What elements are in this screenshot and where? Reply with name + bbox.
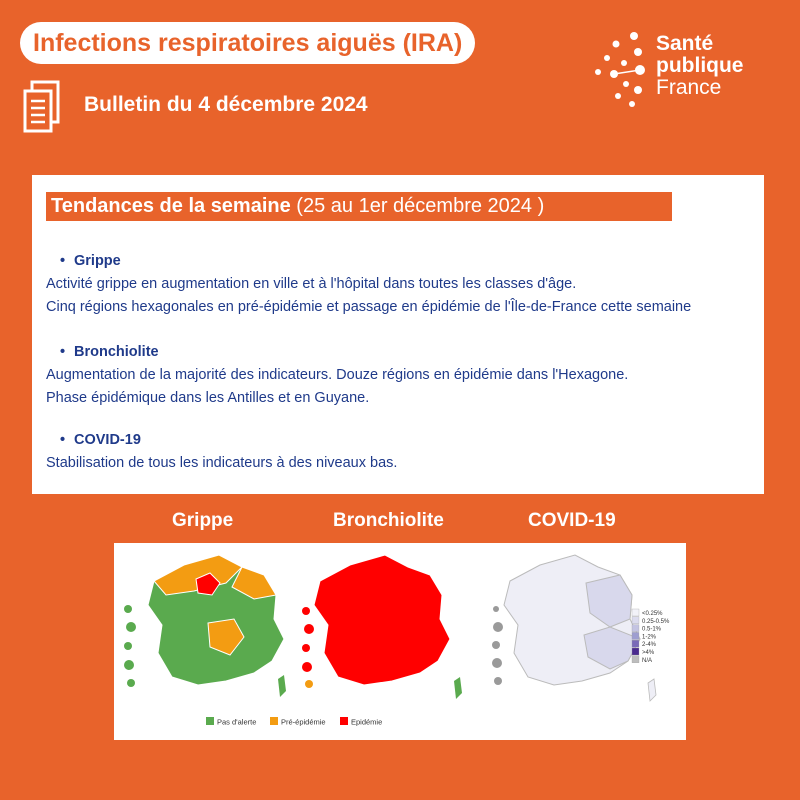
section-heading: • Bronchiolite bbox=[46, 341, 628, 364]
section-line: Augmentation de la majorité des indicateurs. Douze régions en épidémie dans l'Hexagone. bbox=[46, 367, 629, 383]
map-covid bbox=[492, 555, 670, 701]
tendances-card bbox=[30, 173, 766, 496]
section-heading: • COVID-19 bbox=[46, 429, 397, 452]
section-grippe bbox=[46, 250, 691, 319]
section-bronchiolite bbox=[46, 341, 628, 410]
legend-label: 0.25-0.5% bbox=[642, 618, 670, 625]
sante-publique-logo-icon bbox=[592, 30, 652, 110]
map-label-bronchiolite: Bronchiolite bbox=[333, 510, 444, 531]
legend-swatch bbox=[270, 717, 278, 725]
logo-text bbox=[656, 33, 744, 99]
legend-label: Pas d'alerte bbox=[217, 717, 257, 727]
tendances-title-bar bbox=[46, 192, 672, 221]
document-icon bbox=[22, 80, 62, 136]
bronchiolite-dom bbox=[302, 607, 314, 688]
covid-dom bbox=[492, 606, 503, 685]
legend-label: >4% bbox=[642, 650, 655, 656]
legend-swatch bbox=[632, 625, 639, 632]
legend-swatch bbox=[206, 717, 214, 725]
legend-swatch bbox=[632, 640, 639, 647]
legend-label: 0.5-1% bbox=[642, 626, 662, 633]
legend-label: N/A bbox=[642, 657, 653, 664]
logo-line-3: France bbox=[656, 76, 722, 99]
covid-legend bbox=[632, 609, 670, 664]
logo-line-1: Santé bbox=[656, 32, 714, 55]
maps-svg bbox=[114, 543, 686, 740]
legend-label: Pré-épidémie bbox=[281, 717, 326, 727]
section-line: Phase épidémique dans les Antilles et en Guyane. bbox=[46, 390, 370, 406]
legend-swatch bbox=[340, 717, 348, 725]
legend-swatch bbox=[632, 617, 639, 624]
section-covid bbox=[46, 429, 397, 475]
grippe-dom bbox=[124, 605, 136, 687]
legend-label: Epidémie bbox=[351, 717, 383, 727]
map-grippe bbox=[124, 555, 286, 697]
grippe-corsica bbox=[278, 675, 286, 697]
legend-label: 2-4% bbox=[642, 642, 657, 649]
legend-label: 1-2% bbox=[642, 634, 657, 641]
page-title: Infections respiratoires aiguës (IRA) bbox=[20, 22, 475, 64]
section-line: Activité grippe en augmentation en ville et à l'hôpital dans toutes les classes d'âge. bbox=[46, 276, 577, 292]
bronchiolite-mainland bbox=[314, 555, 450, 685]
covid-corsica bbox=[648, 679, 656, 701]
legend-label: <0.25% bbox=[642, 611, 663, 617]
bronchiolite-corsica bbox=[454, 677, 462, 699]
tendances-period: (25 au 1er décembre 2024 ) bbox=[290, 195, 545, 217]
legend-swatch bbox=[632, 609, 639, 616]
map-bronchiolite bbox=[302, 555, 462, 699]
header bbox=[0, 0, 800, 155]
maps-panel bbox=[114, 543, 686, 740]
grippe-legend bbox=[206, 717, 382, 727]
map-label-covid: COVID-19 bbox=[528, 510, 616, 531]
legend-swatch bbox=[632, 656, 639, 663]
section-heading: • Grippe bbox=[46, 250, 691, 273]
section-line: Stabilisation de tous les indicateurs à des niveaux bas. bbox=[46, 455, 398, 471]
legend-swatch bbox=[632, 632, 639, 639]
tendances-title: Tendances de la semaine bbox=[51, 195, 291, 217]
logo-line-2: publique bbox=[656, 54, 744, 77]
bulletin-date: Bulletin du 4 décembre 2024 bbox=[84, 93, 368, 116]
legend-swatch bbox=[632, 648, 639, 655]
section-line: Cinq régions hexagonales en pré-épidémie et passage en épidémie de l'Île-de-France cette semaine bbox=[46, 299, 692, 315]
map-label-grippe: Grippe bbox=[172, 510, 234, 531]
